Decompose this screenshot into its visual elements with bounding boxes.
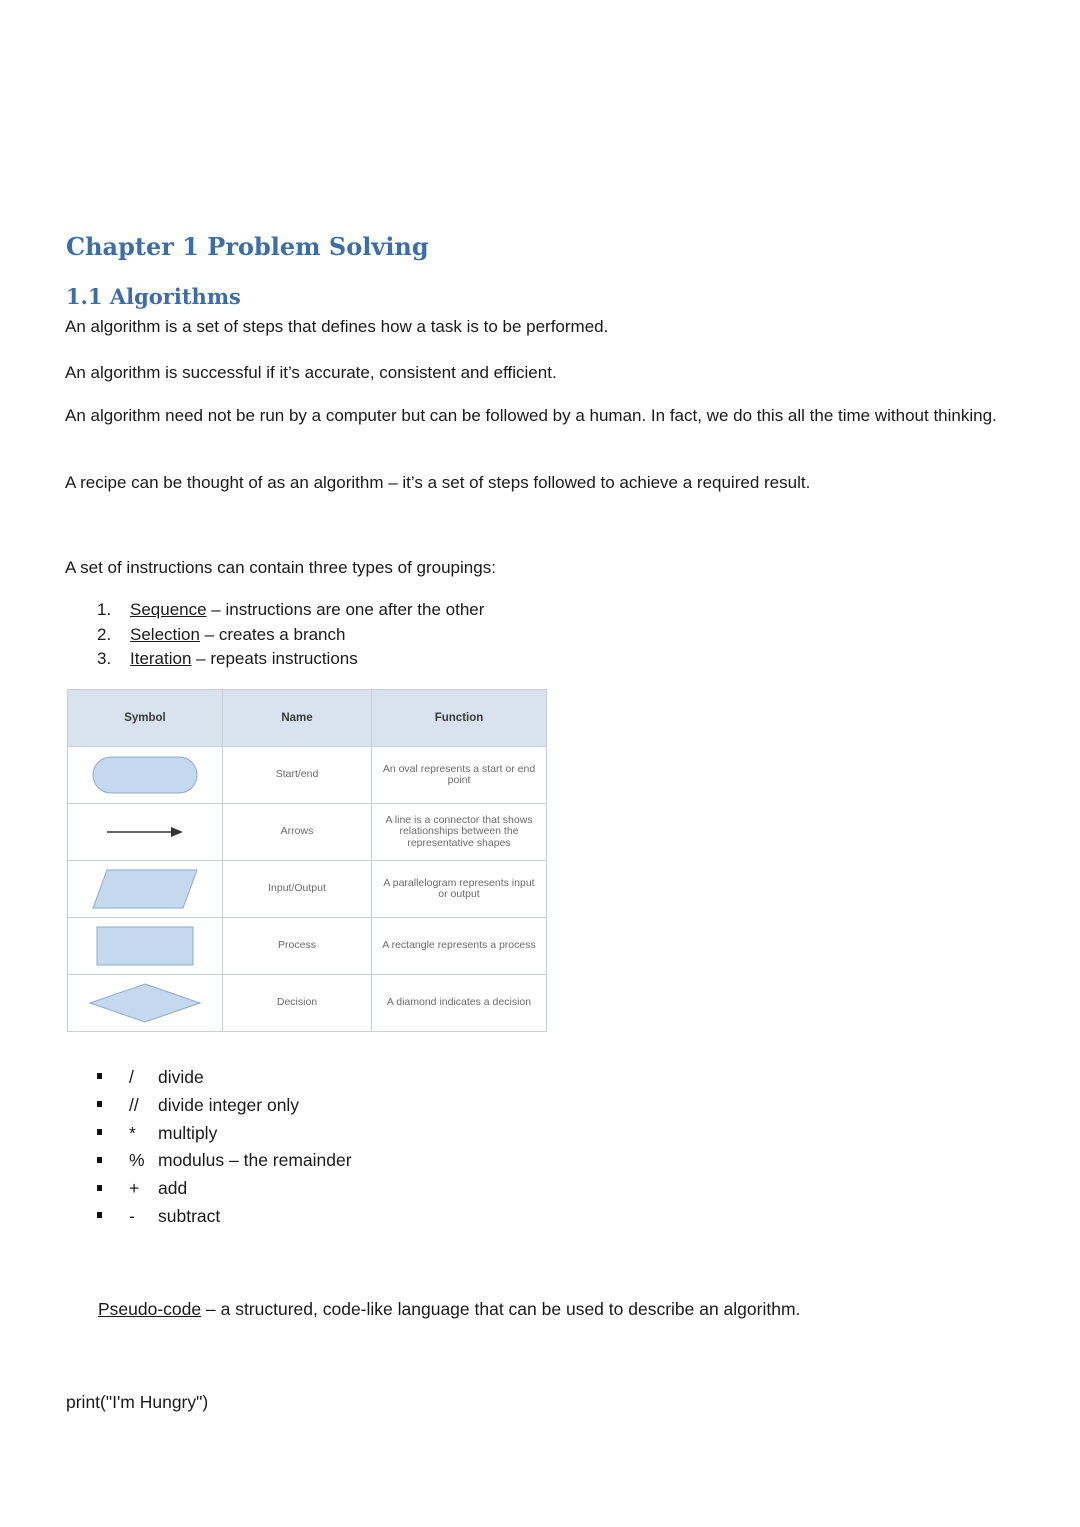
operator-desc: modulus – the remainder: [158, 1150, 352, 1171]
table-row: [68, 804, 547, 861]
pseudo-code-term: Pseudo-code: [98, 1299, 202, 1319]
list-item: [97, 1120, 352, 1148]
operator-symbol: %: [129, 1150, 145, 1171]
paragraph-definition: An algorithm is a set of steps that defines how a task is to be performed.: [65, 317, 609, 336]
symbol-cell: [68, 861, 223, 918]
table-header-row: [68, 690, 547, 747]
list-number: 2.: [97, 624, 112, 644]
name-cell: Process: [223, 918, 372, 975]
grouping-term: Iteration: [130, 649, 192, 668]
operator-desc: subtract: [158, 1205, 221, 1226]
table-row: [68, 861, 547, 918]
grouping-desc: – repeats instructions: [191, 649, 358, 668]
bullet-icon: [97, 1101, 102, 1107]
diamond-icon: [88, 982, 202, 1024]
paragraph-groupings-intro: A set of instructions can contain three types of groupings:: [65, 558, 496, 577]
name-cell: Arrows: [223, 804, 372, 861]
rectangle-icon: [95, 925, 195, 967]
list-number: 3.: [97, 649, 112, 668]
bullet-icon: [97, 1129, 102, 1135]
pseudo-code-definition: [98, 1297, 800, 1321]
operator-desc: divide integer only: [158, 1094, 300, 1115]
list-item: [97, 598, 484, 623]
parallelogram-icon: [91, 868, 199, 910]
table-row: [68, 975, 547, 1032]
function-cell: An oval represents a start or end point: [372, 747, 547, 804]
table-row: [68, 747, 547, 804]
bullet-icon: [97, 1212, 102, 1218]
bullet-icon: [97, 1185, 102, 1191]
list-number: 1.: [97, 600, 112, 619]
operators-list: [97, 1064, 352, 1231]
list-item: [97, 1064, 352, 1092]
header-symbol: Symbol: [68, 690, 223, 747]
symbol-cell: [68, 804, 223, 861]
list-item: [97, 647, 484, 672]
section-title: 1.1 Algorithms: [66, 284, 241, 309]
operator-desc: multiply: [158, 1122, 218, 1143]
operator-symbol: /: [129, 1067, 134, 1087]
pseudo-code-desc: – a structured, code-like language that can be used to describe an algorithm.: [201, 1299, 801, 1319]
flowchart-symbols-table: [67, 689, 547, 1032]
header-function: Function: [372, 690, 547, 747]
name-cell: Start/end: [223, 747, 372, 804]
operator-desc: divide: [158, 1067, 204, 1087]
paragraph-success: An algorithm is successful if it’s accurate, consistent and efficient.: [65, 363, 557, 382]
paragraph-recipe: A recipe can be thought of as an algorithm – it’s a set of steps followed to achieve a required result.: [65, 473, 811, 492]
list-item: [97, 1175, 352, 1203]
grouping-term: Selection: [130, 624, 200, 644]
function-cell: A line is a connector that shows relationships between the representative shapes: [372, 804, 547, 861]
grouping-term: Sequence: [130, 600, 207, 619]
paragraph-human: An algorithm need not be run by a computer but can be followed by a human. In fact, we do this all the time without thinking.: [65, 406, 997, 425]
operator-symbol: *: [129, 1122, 136, 1143]
operator-symbol: //: [129, 1094, 139, 1115]
function-cell: A rectangle represents a process: [372, 918, 547, 975]
bullet-icon: [97, 1157, 102, 1163]
symbol-cell: [68, 747, 223, 804]
symbol-cell: [68, 918, 223, 975]
name-cell: Decision: [223, 975, 372, 1032]
list-item: [97, 623, 484, 648]
arrow-icon: [105, 825, 185, 839]
list-item: [97, 1203, 352, 1231]
header-name: Name: [223, 690, 372, 747]
bullet-icon: [97, 1073, 102, 1079]
name-cell: Input/Output: [223, 861, 372, 918]
symbol-cell: [68, 975, 223, 1032]
groupings-list: [97, 598, 484, 672]
chapter-title: Chapter 1 Problem Solving: [66, 232, 429, 261]
operator-desc: add: [158, 1178, 188, 1199]
oval-icon: [91, 755, 199, 795]
table-row: [68, 918, 547, 975]
code-example: print("I'm Hungry"): [66, 1392, 209, 1412]
operator-symbol: -: [129, 1205, 135, 1226]
function-cell: A parallelogram represents input or output: [372, 861, 547, 918]
function-cell: A diamond indicates a decision: [372, 975, 547, 1032]
grouping-desc: – creates a branch: [199, 624, 346, 644]
list-item: [97, 1147, 352, 1175]
operator-symbol: +: [129, 1178, 140, 1199]
grouping-desc: – instructions are one after the other: [206, 600, 485, 619]
list-item: [97, 1092, 352, 1120]
